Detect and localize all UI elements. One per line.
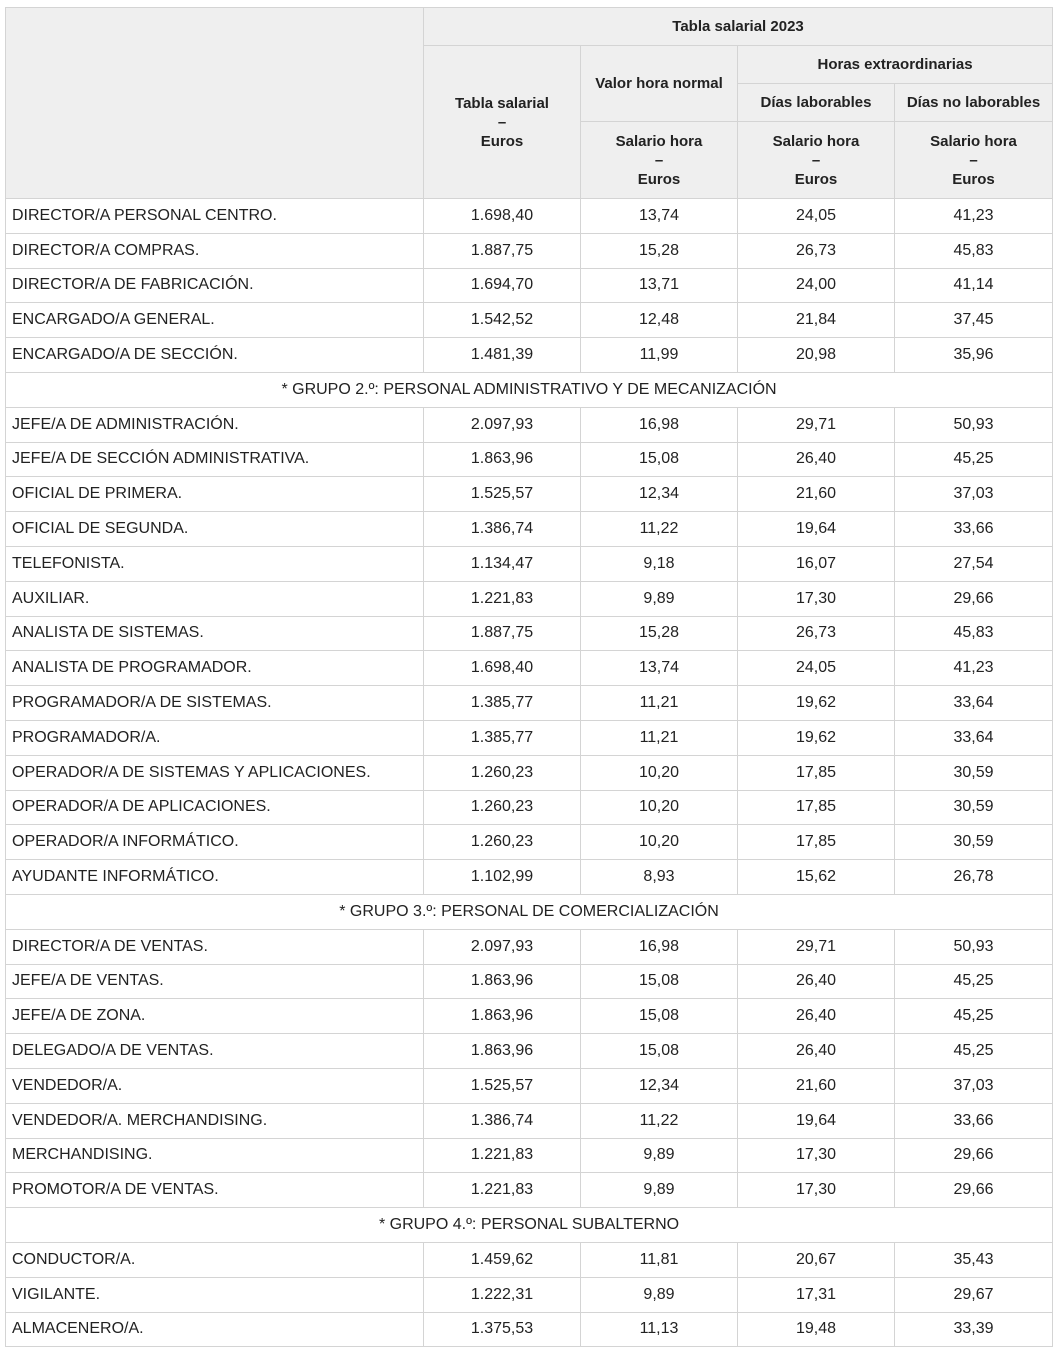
salary-table [5, 7, 1053, 1347]
value-cell: 9,18 [581, 546, 738, 581]
value-cell: 17,30 [738, 581, 895, 616]
value-cell: 11,99 [581, 338, 738, 373]
category-cell: VENDEDOR/A. [6, 1068, 424, 1103]
table-row [6, 825, 1053, 860]
value-cell: 26,73 [738, 233, 895, 268]
value-cell: 1.525,57 [424, 477, 581, 512]
value-cell: 15,62 [738, 860, 895, 895]
value-cell: 1.385,77 [424, 686, 581, 721]
header-label: Tabla salarial [455, 94, 549, 112]
category-cell: DIRECTOR/A DE FABRICACIÓN. [6, 268, 424, 303]
value-cell: 41,23 [895, 199, 1053, 234]
value-cell: 11,13 [581, 1312, 738, 1347]
group-row [6, 1208, 1053, 1243]
value-cell: 1.863,96 [424, 1034, 581, 1069]
value-cell: 1.221,83 [424, 581, 581, 616]
table-row [6, 1242, 1053, 1277]
value-cell: 19,64 [738, 1103, 895, 1138]
value-cell: 1.698,40 [424, 651, 581, 686]
value-cell: 13,74 [581, 651, 738, 686]
value-cell: 19,62 [738, 720, 895, 755]
value-cell: 1.863,96 [424, 999, 581, 1034]
value-cell: 37,03 [895, 1068, 1053, 1103]
value-cell: 1.375,53 [424, 1312, 581, 1347]
value-cell: 15,08 [581, 1034, 738, 1069]
value-cell: 30,59 [895, 825, 1053, 860]
table-row [6, 1068, 1053, 1103]
value-cell: 11,81 [581, 1242, 738, 1277]
table-row [6, 512, 1053, 547]
category-cell: DELEGADO/A DE VENTAS. [6, 1034, 424, 1069]
table-row [6, 1103, 1053, 1138]
value-cell: 26,73 [738, 616, 895, 651]
value-cell: 1.386,74 [424, 512, 581, 547]
table-row [6, 442, 1053, 477]
value-cell: 29,71 [738, 929, 895, 964]
value-cell: 1.863,96 [424, 964, 581, 999]
category-cell: VENDEDOR/A. MERCHANDISING. [6, 1103, 424, 1138]
value-cell: 1.887,75 [424, 616, 581, 651]
value-cell: 1.525,57 [424, 1068, 581, 1103]
value-cell: 1.385,77 [424, 720, 581, 755]
category-cell: DIRECTOR/A DE VENTAS. [6, 929, 424, 964]
category-cell: DIRECTOR/A COMPRAS. [6, 233, 424, 268]
category-cell: TELEFONISTA. [6, 546, 424, 581]
value-cell: 33,64 [895, 720, 1053, 755]
table-row [6, 546, 1053, 581]
value-cell: 21,84 [738, 303, 895, 338]
category-cell: AUXILIAR. [6, 581, 424, 616]
value-cell: 37,03 [895, 477, 1053, 512]
value-cell: 35,43 [895, 1242, 1053, 1277]
table-row [6, 755, 1053, 790]
header-salario-hora [738, 122, 895, 199]
table-row [6, 964, 1053, 999]
header-dash: – [969, 151, 978, 169]
header-label: Salario hora [930, 132, 1017, 150]
table-row [6, 651, 1053, 686]
value-cell: 1.221,83 [424, 1138, 581, 1173]
category-cell: PROGRAMADOR/A. [6, 720, 424, 755]
value-cell: 1.698,40 [424, 199, 581, 234]
value-cell: 50,93 [895, 929, 1053, 964]
category-cell: AYUDANTE INFORMÁTICO. [6, 860, 424, 895]
value-cell: 15,08 [581, 442, 738, 477]
category-cell: PROMOTOR/A DE VENTAS. [6, 1173, 424, 1208]
table-row [6, 860, 1053, 895]
header-horas-extra: Horas extraordinarias [738, 46, 1053, 84]
table-row [6, 338, 1053, 373]
value-cell: 29,66 [895, 581, 1053, 616]
value-cell: 1.222,31 [424, 1277, 581, 1312]
value-cell: 16,98 [581, 407, 738, 442]
value-cell: 35,96 [895, 338, 1053, 373]
value-cell: 1.459,62 [424, 1242, 581, 1277]
value-cell: 11,21 [581, 686, 738, 721]
table-row [6, 790, 1053, 825]
table-row [6, 268, 1053, 303]
table-row [6, 303, 1053, 338]
category-cell: MERCHANDISING. [6, 1138, 424, 1173]
table-row [6, 581, 1053, 616]
value-cell: 26,40 [738, 999, 895, 1034]
group-row [6, 372, 1053, 407]
category-cell: OFICIAL DE PRIMERA. [6, 477, 424, 512]
category-cell: OPERADOR/A INFORMÁTICO. [6, 825, 424, 860]
header-salario-hora [895, 122, 1053, 199]
header-unit: Euros [480, 132, 524, 150]
value-cell: 11,22 [581, 1103, 738, 1138]
value-cell: 9,89 [581, 1277, 738, 1312]
value-cell: 26,78 [895, 860, 1053, 895]
header-dash: – [497, 113, 507, 131]
value-cell: 17,31 [738, 1277, 895, 1312]
value-cell: 15,28 [581, 233, 738, 268]
value-cell: 12,34 [581, 477, 738, 512]
category-cell: OFICIAL DE SEGUNDA. [6, 512, 424, 547]
table-row [6, 1138, 1053, 1173]
category-cell: ANALISTA DE SISTEMAS. [6, 616, 424, 651]
value-cell: 30,59 [895, 755, 1053, 790]
header-salario-hora [581, 122, 738, 199]
value-cell: 1.542,52 [424, 303, 581, 338]
value-cell: 41,23 [895, 651, 1053, 686]
value-cell: 11,22 [581, 512, 738, 547]
header-unit: Euros [952, 170, 995, 188]
value-cell: 17,85 [738, 825, 895, 860]
value-cell: 12,34 [581, 1068, 738, 1103]
category-cell: VIGILANTE. [6, 1277, 424, 1312]
value-cell: 10,20 [581, 790, 738, 825]
value-cell: 45,25 [895, 999, 1053, 1034]
value-cell: 1.863,96 [424, 442, 581, 477]
value-cell: 29,66 [895, 1138, 1053, 1173]
category-cell: JEFE/A DE SECCIÓN ADMINISTRATIVA. [6, 442, 424, 477]
header-dash: – [654, 151, 664, 169]
table-row [6, 477, 1053, 512]
value-cell: 15,28 [581, 616, 738, 651]
table-row [6, 929, 1053, 964]
value-cell: 9,89 [581, 1138, 738, 1173]
value-cell: 26,40 [738, 442, 895, 477]
value-cell: 10,20 [581, 825, 738, 860]
header-valor-hora: Valor hora normal [581, 46, 738, 122]
value-cell: 33,64 [895, 686, 1053, 721]
value-cell: 16,98 [581, 929, 738, 964]
group-title: * GRUPO 2.º: PERSONAL ADMINISTRATIVO Y DE MECANIZACIÓN [6, 372, 1053, 407]
table-row [6, 686, 1053, 721]
value-cell: 17,30 [738, 1173, 895, 1208]
value-cell: 33,66 [895, 512, 1053, 547]
category-cell: OPERADOR/A DE SISTEMAS Y APLICACIONES. [6, 755, 424, 790]
value-cell: 50,93 [895, 407, 1053, 442]
value-cell: 19,48 [738, 1312, 895, 1347]
category-cell: JEFE/A DE ZONA. [6, 999, 424, 1034]
table-row [6, 1277, 1053, 1312]
table-row [6, 407, 1053, 442]
category-header [6, 8, 424, 199]
header-dias-no-laborables: Días no laborables [895, 84, 1053, 122]
value-cell: 20,67 [738, 1242, 895, 1277]
value-cell: 1.260,23 [424, 825, 581, 860]
value-cell: 29,66 [895, 1173, 1053, 1208]
category-cell: CONDUCTOR/A. [6, 1242, 424, 1277]
category-cell: JEFE/A DE VENTAS. [6, 964, 424, 999]
header-label: Salario hora [772, 132, 860, 150]
value-cell: 20,98 [738, 338, 895, 373]
value-cell: 24,05 [738, 199, 895, 234]
value-cell: 1.260,23 [424, 755, 581, 790]
value-cell: 1.260,23 [424, 790, 581, 825]
header-dias-laborables: Días laborables [738, 84, 895, 122]
category-cell: DIRECTOR/A PERSONAL CENTRO. [6, 199, 424, 234]
category-cell: ENCARGADO/A DE SECCIÓN. [6, 338, 424, 373]
value-cell: 8,93 [581, 860, 738, 895]
table-row [6, 233, 1053, 268]
value-cell: 15,08 [581, 999, 738, 1034]
value-cell: 21,60 [738, 1068, 895, 1103]
value-cell: 1.887,75 [424, 233, 581, 268]
table-row [6, 999, 1053, 1034]
value-cell: 37,45 [895, 303, 1053, 338]
value-cell: 1.481,39 [424, 338, 581, 373]
value-cell: 19,62 [738, 686, 895, 721]
value-cell: 17,85 [738, 755, 895, 790]
value-cell: 45,25 [895, 442, 1053, 477]
value-cell: 13,71 [581, 268, 738, 303]
value-cell: 11,21 [581, 720, 738, 755]
group-title: * GRUPO 3.º: PERSONAL DE COMERCIALIZACIÓN [6, 894, 1053, 929]
header-tabla-salarial [424, 46, 581, 199]
value-cell: 16,07 [738, 546, 895, 581]
value-cell: 45,25 [895, 964, 1053, 999]
table-row [6, 720, 1053, 755]
value-cell: 27,54 [895, 546, 1053, 581]
value-cell: 1.102,99 [424, 860, 581, 895]
category-cell: JEFE/A DE ADMINISTRACIÓN. [6, 407, 424, 442]
value-cell: 29,71 [738, 407, 895, 442]
table-row [6, 1173, 1053, 1208]
value-cell: 1.694,70 [424, 268, 581, 303]
header-dash: – [811, 151, 821, 169]
header-tabla-2023: Tabla salarial 2023 [424, 8, 1053, 46]
value-cell: 45,83 [895, 616, 1053, 651]
group-title: * GRUPO 4.º: PERSONAL SUBALTERNO [6, 1208, 1053, 1243]
category-cell: ENCARGADO/A GENERAL. [6, 303, 424, 338]
value-cell: 33,39 [895, 1312, 1053, 1347]
value-cell: 45,83 [895, 233, 1053, 268]
value-cell: 19,64 [738, 512, 895, 547]
value-cell: 2.097,93 [424, 407, 581, 442]
value-cell: 1.134,47 [424, 546, 581, 581]
category-cell: PROGRAMADOR/A DE SISTEMAS. [6, 686, 424, 721]
value-cell: 30,59 [895, 790, 1053, 825]
value-cell: 17,30 [738, 1138, 895, 1173]
value-cell: 10,20 [581, 755, 738, 790]
table-row [6, 199, 1053, 234]
header-unit: Euros [637, 170, 681, 188]
value-cell: 33,66 [895, 1103, 1053, 1138]
value-cell: 24,00 [738, 268, 895, 303]
table-row [6, 1034, 1053, 1069]
table-body [6, 199, 1053, 1347]
header-label: Salario hora [615, 132, 703, 150]
value-cell: 24,05 [738, 651, 895, 686]
header-unit: Euros [794, 170, 838, 188]
group-row [6, 894, 1053, 929]
value-cell: 26,40 [738, 1034, 895, 1069]
value-cell: 9,89 [581, 1173, 738, 1208]
value-cell: 15,08 [581, 964, 738, 999]
value-cell: 17,85 [738, 790, 895, 825]
value-cell: 9,89 [581, 581, 738, 616]
value-cell: 13,74 [581, 199, 738, 234]
category-cell: ANALISTA DE PROGRAMADOR. [6, 651, 424, 686]
value-cell: 2.097,93 [424, 929, 581, 964]
value-cell: 26,40 [738, 964, 895, 999]
value-cell: 1.221,83 [424, 1173, 581, 1208]
value-cell: 12,48 [581, 303, 738, 338]
value-cell: 29,67 [895, 1277, 1053, 1312]
value-cell: 45,25 [895, 1034, 1053, 1069]
value-cell: 1.386,74 [424, 1103, 581, 1138]
table-row [6, 616, 1053, 651]
category-cell: OPERADOR/A DE APLICACIONES. [6, 790, 424, 825]
value-cell: 21,60 [738, 477, 895, 512]
value-cell: 41,14 [895, 268, 1053, 303]
table-row [6, 1312, 1053, 1347]
category-cell: ALMACENERO/A. [6, 1312, 424, 1347]
